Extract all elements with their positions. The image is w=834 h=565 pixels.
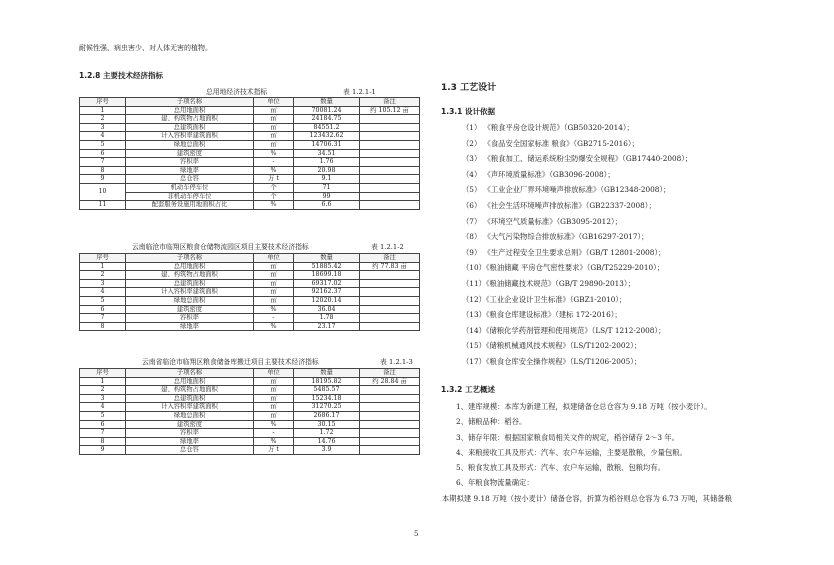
table-cell: 总用地面积 [126,377,254,386]
table-cell: 1 [80,106,126,115]
table-row [80,437,420,446]
table-cell: ㎡ [254,132,294,141]
table-row [80,394,420,403]
reference-item: （11）《粮油储藏技术规范》（GB/T 29890-2013）； [462,278,635,288]
table-cell: % [254,201,294,210]
table-cell: 总建筑面积 [126,394,254,403]
table-cell: 7 [80,314,126,323]
reference-item: （9） 《生产过程安全卫生要求总则》（GB/T 12801-2008）； [462,247,666,257]
table-header-row [80,98,420,107]
section-heading-128: 1.2.8 主要技术经济指标 [79,71,163,80]
intro-line: 耐候性强、病虫害少、对人体无害的植物。 [79,44,212,52]
table2-number: 表 1.2.1-2 [371,243,404,251]
table-row [80,262,420,271]
table-cell: % [254,322,294,331]
table-cell: % [254,437,294,446]
table-cell [360,166,420,175]
reference-item: （6） 《社会生活环境噪声排放标准》（GB22337-2008）； [462,200,656,210]
table-cell: 9.1 [294,175,360,184]
table-cell: 15234.18 [294,394,360,403]
section-heading-132: 1.3.2 工艺概述 [441,385,495,394]
table-cell: 总建筑面积 [126,123,254,132]
table-cell: 序号 [80,98,126,107]
table-cell: ㎡ [254,288,294,297]
section-heading-131: 1.3.1 设计依据 [441,107,495,116]
table-cell: % [254,420,294,429]
table-cell: 23.17 [294,322,360,331]
table-cell: 6.6 [294,201,360,210]
table1 [79,97,420,210]
table1-caption: 总用地经济技术指标 [206,88,268,96]
table-cell: 24184.75 [294,115,360,124]
table-cell [360,192,420,201]
table-cell: 5485.57 [294,386,360,395]
table-cell: 84551.2 [294,123,360,132]
table-cell: ㎡ [254,377,294,386]
table-cell [360,322,420,331]
table-row [80,429,420,438]
reference-item: （4） 《声环境质量标准》（GB3096-2008）； [462,169,615,179]
table-cell: 5 [80,411,126,420]
table-cell: 备注 [360,254,420,263]
table-row [80,296,420,305]
table-cell: 单位 [254,98,294,107]
table-cell: % [254,166,294,175]
table-cell: ㎡ [254,403,294,412]
table-cell [360,305,420,314]
table-cell [360,123,420,132]
overview-item: 5、粮食发放工具及形式：汽车、农户车运输，散粮、包粮均有。 [456,463,665,473]
table-cell: 1 [80,377,126,386]
reference-item: （14）《储粮化学药剂管理和使用规范》（LS/T 1212-2008）； [462,325,666,335]
table-cell: - [254,429,294,438]
table-cell [360,403,420,412]
table-cell [360,437,420,446]
table-cell: 约 28.84 亩 [360,377,420,386]
table-cell: 14.76 [294,437,360,446]
reference-item: （8） 《大气污染物综合排放标准》（GB16297-2017）； [462,232,649,242]
table-cell: - [254,314,294,323]
section-heading-13: 1.3 工艺设计 [441,83,497,93]
table-cell [360,420,420,429]
table-cell: 6 [80,305,126,314]
table-cell: 12020.14 [294,296,360,305]
table-cell: ㎡ [254,106,294,115]
table-cell: 个 [254,192,294,201]
table-cell: 71 [294,183,360,192]
table-cell: 约 105.12 亩 [360,106,420,115]
table-cell: 2 [80,115,126,124]
table-row [80,271,420,280]
table-header-row [80,254,420,263]
table-cell: 123432.62 [294,132,360,141]
table-cell: 序号 [80,254,126,263]
table-cell: ㎡ [254,262,294,271]
table-row [80,201,420,210]
table-cell: 3 [80,123,126,132]
table-cell: 绿地率 [126,166,254,175]
table-cell: 计入容积率建筑面积 [126,132,254,141]
table-cell: ㎡ [254,386,294,395]
table-cell: 建筑密度 [126,305,254,314]
table-cell [360,394,420,403]
table-cell: 容积率 [126,314,254,323]
table-cell: 18195.82 [294,377,360,386]
table-cell [360,288,420,297]
reference-item: （3） 《粮食加工、储运系统粉尘防爆安全规程》（GB17440-2008）； [462,154,693,164]
table-cell [360,296,420,305]
table-cell: 7 [80,429,126,438]
table-cell: ㎡ [254,296,294,305]
table-row [80,166,420,175]
table3-caption: 云南省临沧市临翔区粮食储备库搬迁项目主要技术经济指标 [142,358,319,366]
table-cell: % [254,305,294,314]
table-cell [360,429,420,438]
table2-caption: 云南临沧市临翔区粮食仓储物流园区项目主要技术经济指标 [132,243,309,251]
table-cell: 绿地总面积 [126,411,254,420]
table-cell: 配套服务设施用地面积占比 [126,201,254,210]
table-cell: 绿地率 [126,437,254,446]
table-cell: ㎡ [254,394,294,403]
table-cell: 4 [80,132,126,141]
table-cell: 建筑密度 [126,420,254,429]
table-cell: 绿地率 [126,322,254,331]
reference-item: （12）《工业企业设计卫生标准》（GBZ1-2010）； [462,294,627,304]
table-cell: 6 [80,420,126,429]
table-cell [360,201,420,210]
table-cell [360,158,420,167]
table-row [80,411,420,420]
table-header-row [80,369,420,378]
table-cell: 4 [80,288,126,297]
table-cell: 30.15 [294,420,360,429]
table-cell: 序号 [80,369,126,378]
table-cell: 70081.24 [294,106,360,115]
table-cell: - [254,158,294,167]
table-cell: 单位 [254,254,294,263]
table-row [80,377,420,386]
table-cell: ㎡ [254,279,294,288]
overview-item: 本期拟建 9.18 万吨（按小麦计）储备仓容，折算为稻谷则总仓容为 6.73 万吨，其储备粮 [442,493,732,503]
table-row [80,123,420,132]
table-row [80,106,420,115]
table-cell: ㎡ [254,115,294,124]
reference-item: （10）《粮油储藏 平房仓气密性要求》（GB/T25229-2010）； [462,263,665,273]
table-cell: 14706.31 [294,140,360,149]
table-cell: ㎡ [254,411,294,420]
table-cell: 总用地面积 [126,262,254,271]
table-cell: 万 t [254,446,294,455]
table-cell: 总用地面积 [126,106,254,115]
table-cell: 万 t [254,175,294,184]
table-cell: 1.76 [294,158,360,167]
table-cell: 5 [80,140,126,149]
table-cell: 99 [294,192,360,201]
table-row [80,149,420,158]
overview-item: 2、储粮品种：稻谷。 [456,417,527,427]
table-cell: ㎡ [254,123,294,132]
table-cell: 9 [80,175,126,184]
table-cell: 2686.17 [294,411,360,420]
table-row [80,305,420,314]
table-cell: 20.98 [294,166,360,175]
table-row [80,279,420,288]
table-cell: 8 [80,322,126,331]
page-number: 5 [414,530,419,538]
table-cell: 8 [80,166,126,175]
reference-item: （7） 《环境空气质量标准》（GB3095-2012）； [462,216,622,226]
reference-item: （17）《粮食仓库安全操作规程》（LS/T1206-2005）； [462,356,642,366]
overview-list [442,402,732,509]
table-cell: % [254,149,294,158]
table-cell: 建、构筑物占地面积 [126,115,254,124]
table-cell: 7 [80,158,126,167]
table-cell: 1.72 [294,429,360,438]
table-cell: 建、构筑物占地面积 [126,271,254,280]
table-cell [360,132,420,141]
table-cell [360,314,420,323]
reference-item: （2） 《食品安全国家标准 粮食》（GB2715-2016）； [462,138,639,148]
table-cell: 51885.42 [294,262,360,271]
reference-item: （1） 《粮食平房仓设计规范》（GB50320-2014）； [462,123,634,132]
table-cell [360,386,420,395]
table-cell [360,446,420,455]
table3-number: 表 1.2.1-3 [380,358,413,366]
reference-item: （15）《储粮机械通风技术规程》（LS/T1202-2002）； [462,341,642,351]
table-cell: 备注 [360,369,420,378]
table-row [80,314,420,323]
table-row [80,183,420,192]
table-cell: 容积率 [126,158,254,167]
table-cell: 计入容积率建筑面积 [126,288,254,297]
reference-list [462,123,692,373]
table-cell: 9 [80,446,126,455]
overview-item: 1、建库规模：本库为新建工程，拟建储备仓总仓容为 9.18 万吨（按小麦计）。 [456,402,712,411]
table-cell: 子项名称 [126,254,254,263]
table2 [79,253,420,331]
table-cell [360,411,420,420]
table-cell: 69317.02 [294,279,360,288]
table-cell [360,175,420,184]
table-cell: 36.04 [294,305,360,314]
table-cell: ㎡ [254,271,294,280]
table-cell: 3.9 [294,446,360,455]
table-cell: 单位 [254,369,294,378]
table-cell: 建、构筑物占地面积 [126,386,254,395]
table-cell: 子项名称 [126,369,254,378]
table-row [80,446,420,455]
table-row [80,140,420,149]
table-cell: 2 [80,271,126,280]
table-row [80,288,420,297]
table3 [79,368,420,455]
overview-item: 4、来粮接收工具及形式：汽车、农户车运输，主要是散粮，少量包粮。 [456,447,687,457]
table-cell: 总仓容 [126,446,254,455]
overview-item: 3、储存年限：根据国家粮食局相关文件的规定，稻谷储存 2～3 年。 [456,432,679,442]
table-cell: 数量 [294,254,360,263]
table-row [80,115,420,124]
table-cell: 31270.25 [294,403,360,412]
table-cell: 6 [80,149,126,158]
table-cell: 数量 [294,369,360,378]
table-cell: 3 [80,394,126,403]
table-cell: 1 [80,262,126,271]
table-cell: 非机动车停车位 [126,192,254,201]
table-cell: 10 [80,183,126,200]
table-cell: 3 [80,279,126,288]
table-cell: 11 [80,201,126,210]
table-row [80,132,420,141]
table-cell: 1.78 [294,314,360,323]
table-row [80,158,420,167]
table-row [80,175,420,184]
table-row [80,403,420,412]
table-cell [360,140,420,149]
table-cell: 容积率 [126,429,254,438]
table-cell: 约 77.83 亩 [360,262,420,271]
table-cell [360,115,420,124]
reference-item: （5） 《工业企业厂界环境噪声排放标准》（GB12348-2008）； [462,185,671,195]
table-row [80,322,420,331]
table-cell: 数量 [294,98,360,107]
table-cell [360,279,420,288]
table-cell: 绿地总面积 [126,140,254,149]
overview-item: 6、年粮食物流量确定： [456,478,534,488]
table-cell: 备注 [360,98,420,107]
table-cell: 4 [80,403,126,412]
table-cell: 92162.37 [294,288,360,297]
table-cell: 绿地总面积 [126,296,254,305]
table-cell: ㎡ [254,140,294,149]
table-cell: 计入容积率建筑面积 [126,403,254,412]
table-cell [360,271,420,280]
table-cell: 总仓容 [126,175,254,184]
table-cell: 总建筑面积 [126,279,254,288]
table-row [80,192,420,201]
table-cell: 子项名称 [126,98,254,107]
reference-item: （13）《粮食仓库建设标准》（建标 172-2016）； [462,310,622,320]
table-cell: 8 [80,437,126,446]
table-cell [360,149,420,158]
table-cell: 机动车停车位 [126,183,254,192]
table-cell: 5 [80,296,126,305]
table-cell: 18699.18 [294,271,360,280]
table-cell: 34.51 [294,149,360,158]
table-cell: 2 [80,386,126,395]
table-cell [360,183,420,192]
table-row [80,420,420,429]
table-row [80,386,420,395]
table1-number: 表 1.2.1-1 [343,88,376,96]
table-cell: 个 [254,183,294,192]
table-cell: 建筑密度 [126,149,254,158]
